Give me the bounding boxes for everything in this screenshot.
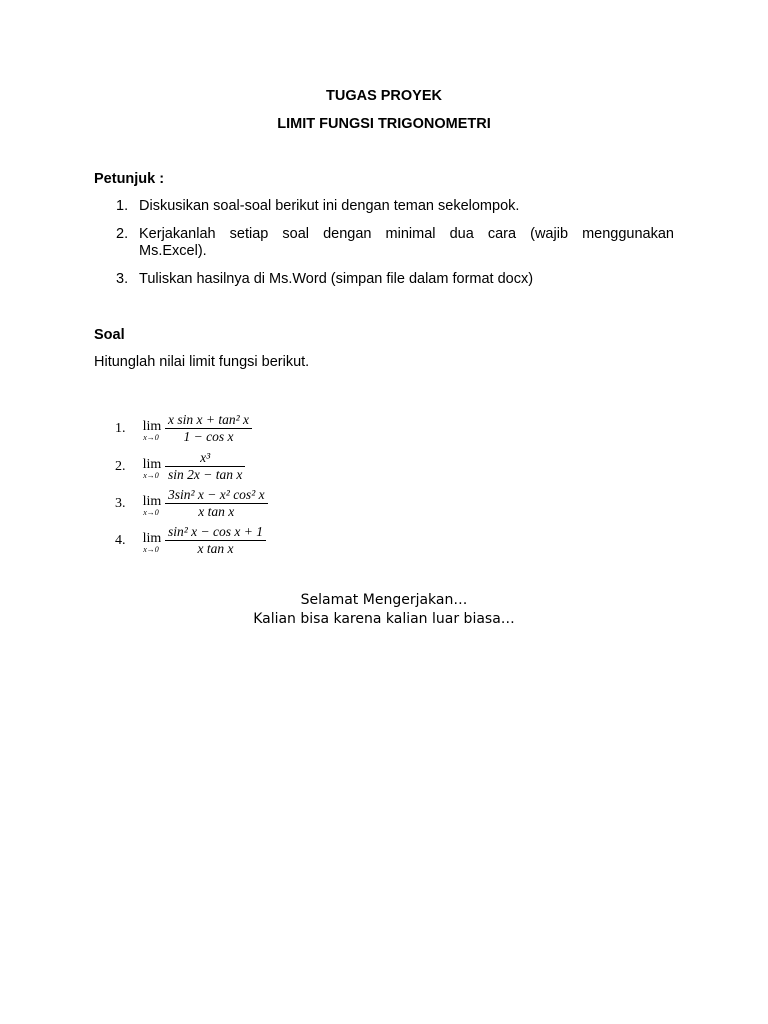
instruction-text-continued: Ms.Excel). [139, 243, 207, 259]
limit-operator [140, 495, 164, 517]
problem-number: 1. [115, 421, 126, 436]
closing-line-1: Selamat Mengerjakan… [300, 592, 468, 608]
limit-word: lim [142, 494, 162, 509]
limit-subscript: x→0 [143, 508, 159, 517]
fraction-denominator: sin 2x − tan x [168, 467, 243, 482]
problem-number: 2. [115, 459, 126, 474]
closing-line-2: Kalian bisa karena kalian luar biasa… [253, 611, 515, 627]
fraction-numerator: x sin x + tan² x [168, 412, 250, 427]
limit-word: lim [142, 419, 162, 434]
limit-operator [140, 420, 164, 442]
limit-operator [140, 458, 164, 480]
limit-word: lim [142, 457, 162, 472]
fraction-numerator: sin² x − cos x + 1 [168, 524, 264, 539]
fraction-denominator: x tan x [197, 541, 234, 556]
fraction-denominator: x tan x [198, 504, 235, 519]
problem-number: 4. [115, 533, 126, 548]
soal-heading: Soal [94, 327, 125, 343]
fraction [165, 487, 268, 520]
limit-word: lim [142, 531, 162, 546]
instruction-number: 3. [116, 271, 129, 287]
soal-intro: Hitunglah nilai limit fungsi berikut. [94, 354, 310, 370]
problem-number: 3. [115, 496, 126, 511]
document-subtitle: LIMIT FUNGSI TRIGONOMETRI [277, 116, 491, 132]
instruction-number: 2. [116, 226, 129, 242]
limit-operator [140, 532, 164, 554]
instruction-text: Tuliskan hasilnya di Ms.Word (simpan file dalam format docx) [139, 271, 534, 287]
fraction [165, 412, 252, 445]
instruction-text: Diskusikan soal-soal berikut ini dengan teman sekelompok. [139, 198, 520, 214]
limit-subscript: x→0 [143, 471, 159, 480]
limit-subscript: x→0 [143, 433, 159, 442]
instructions-heading: Petunjuk : [94, 171, 165, 187]
instruction-text: Kerjakanlah setiap soal dengan minimal dua cara (wajib menggunakan [139, 226, 674, 242]
fraction-numerator: 3sin² x − x² cos² x [168, 487, 265, 502]
document-title: TUGAS PROYEK [325, 88, 442, 104]
instruction-number: 1. [116, 198, 129, 214]
fraction-denominator: 1 − cos x [183, 429, 234, 444]
fraction-numerator: x³ [200, 450, 211, 465]
fraction [165, 450, 245, 483]
limit-subscript: x→0 [143, 545, 159, 554]
fraction [165, 524, 266, 557]
